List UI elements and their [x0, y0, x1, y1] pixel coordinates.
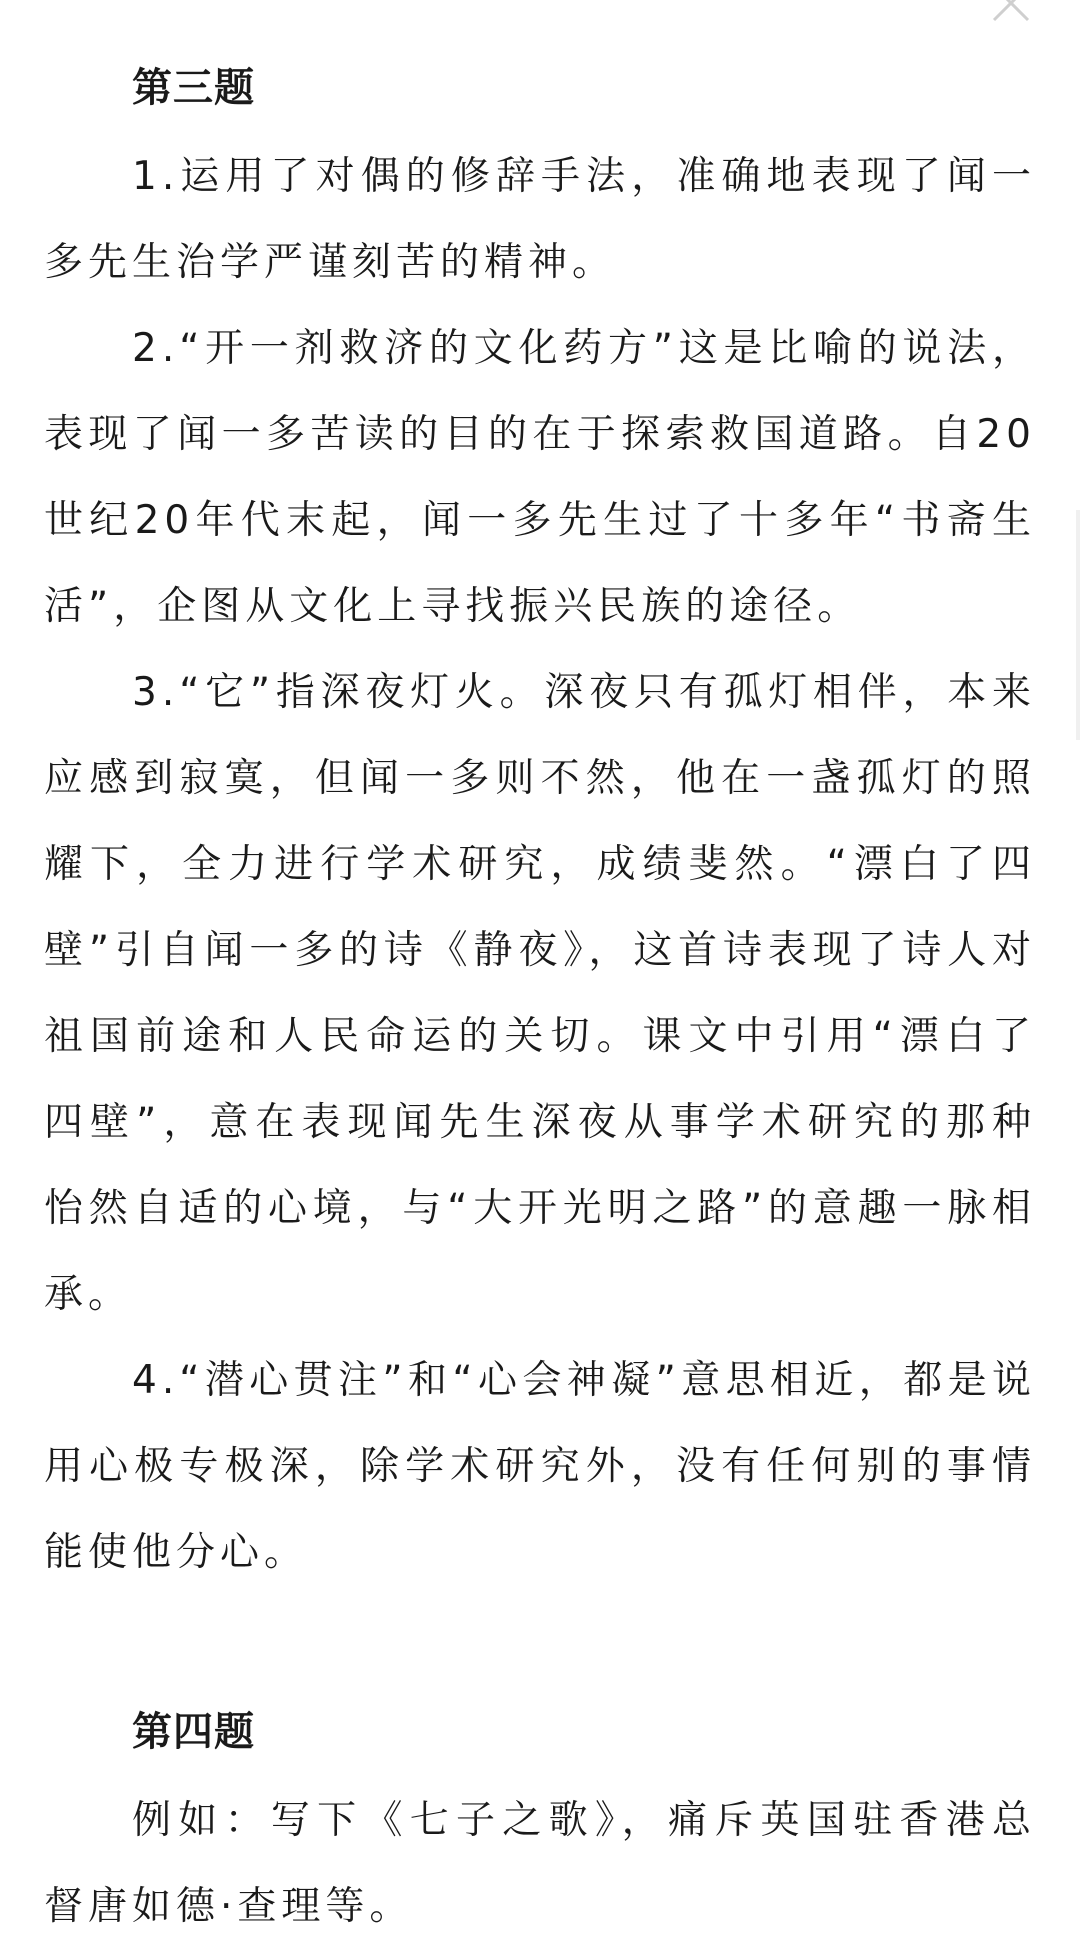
answer-paragraph-3: 3.“它”指深夜灯火。深夜只有孤灯相伴，本来应感到寂寞，但闻一多则不然，他在一盏孤灯的照耀下，全力进行学术研究，成绩斐然。“漂白了四壁”引自闻一多的诗《静夜》，这首诗表现了诗人对祖国前途和人民命运的关切。课文中引用“漂白了四壁”，意在表现闻先生深夜从事学术研究的那种怡然自适的心境，与“大开光明之路”的意趣一脉相承。 — [44, 670, 1036, 1317]
section-question-3 — [44, 52, 1036, 1596]
section-question-4 — [44, 1696, 1036, 1950]
answer-paragraph-1: 例如：写下《七子之歌》，痛斥英国驻香港总督唐如德·查理等。 — [44, 1798, 1036, 1929]
answer-document — [44, 52, 1036, 1950]
section-heading: 第三题 — [132, 65, 255, 111]
answer-paragraph-2: 2.“开一剂救济的文化药方”这是比喻的说法，表现了闻一多苦读的目的在于探索救国道路。自20世纪20年代末起，闻一多先生过了十多年“书斋生活”，企图从文化上寻找振兴民族的途径。 — [44, 326, 1036, 629]
scroll-indicator — [1076, 510, 1080, 740]
close-icon[interactable] — [990, 0, 1032, 24]
answer-paragraph-4: 4.“潜心贯注”和“心会神凝”意思相近，都是说用心极专极深，除学术研究外，没有任何别的事情能使他分心。 — [44, 1358, 1036, 1575]
answer-paragraph-1: 1.运用了对偶的修辞手法，准确地表现了闻一多先生治学严谨刻苦的精神。 — [44, 154, 1036, 285]
section-spacer — [44, 1596, 1036, 1696]
section-heading: 第四题 — [132, 1709, 255, 1755]
